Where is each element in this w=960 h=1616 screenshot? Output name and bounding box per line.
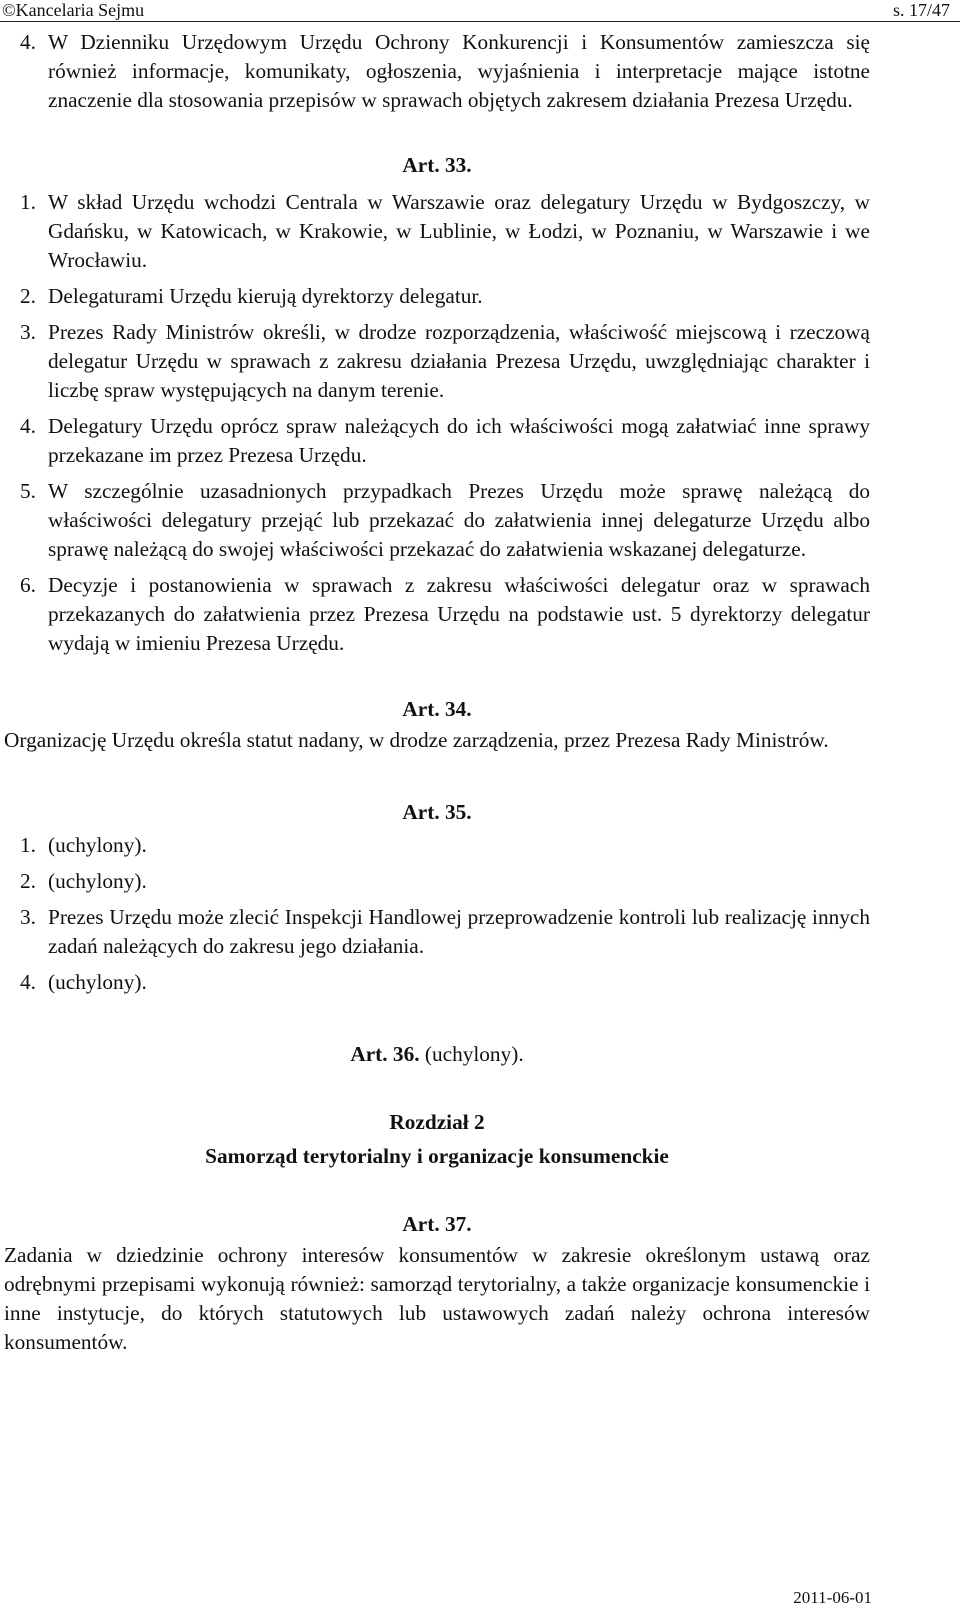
paragraph-number: 4. — [20, 414, 36, 438]
art33-title: Art. 33. — [402, 153, 472, 177]
art34-text: Organizację Urzędu określa statut nadany, w drodze zarządzenia, przez Prezesa Rady Ministrów. — [4, 728, 829, 752]
header-source: ©Kancelaria Sejmu — [2, 0, 145, 20]
art33-paragraph-5 — [4, 477, 870, 564]
art33-paragraph-4 — [4, 412, 870, 470]
art37-title: Art. 37. — [402, 1212, 472, 1236]
art36-text: (uchylony). — [424, 1042, 524, 1066]
art33-paragraph-6 — [4, 571, 870, 658]
header-page-number: s. 17/47 — [892, 0, 950, 20]
paragraph-text: W szczególnie uzasadnionych przypadkach Prezes Urzędu może sprawę należącą do właściwości delegatury przejąć lub przekazać do załatwienia innej delegaturze Urzędu albo sprawę należącą do swojej właściwości przekazać do załatwienia wskazanej delegaturze. — [48, 479, 870, 561]
art35-paragraph-3 — [4, 903, 870, 961]
paragraph-text: Delegatury Urzędu oprócz spraw należących do ich właściwości mogą załatwiać inne sprawy przekazane im przez Prezesa Urzędu. — [48, 414, 870, 467]
art37-text: Zadania w dziedzinie ochrony interesów konsumentów w zakresie określonym ustawą oraz odrębnymi przepisami wykonują również: samorząd terytorialny, a także organizacje konsumenckie i inne instytucje, do których statutowych lub ustawowych zadań należy ochrona interesów konsumentów. — [4, 1243, 870, 1354]
paragraph-number: 2. — [20, 284, 36, 308]
paragraph-number: 1. — [20, 833, 36, 857]
art33-paragraph-1 — [4, 188, 870, 275]
art35-title: Art. 35. — [402, 800, 472, 824]
paragraph-text: Prezes Urzędu może zlecić Inspekcji Handlowej przeprowadzenie kontroli lub realizację innych zadań należących do zakresu jego działania. — [48, 905, 870, 958]
paragraph-number: 4. — [20, 30, 36, 54]
paragraph-text: Delegaturami Urzędu kierują dyrektorzy delegatur. — [48, 284, 483, 308]
art36-title: Art. 36. — [350, 1042, 420, 1066]
paragraph-number: 5. — [20, 479, 36, 503]
chapter-title: Samorząd terytorialny i organizacje konsumenckie — [205, 1144, 669, 1168]
paragraph-number: 3. — [20, 320, 36, 344]
paragraph-text: Decyzje i postanowienia w sprawach z zakresu właściwości delegatur oraz w sprawach przekazanych do załatwienia przez Prezesa Urzędu na podstawie ust. 5 dyrektorzy delegatur wydają w imieniu Prezesa Urzędu. — [48, 573, 870, 655]
paragraph-number: 4. — [20, 970, 36, 994]
art35-paragraph-1 — [4, 831, 870, 860]
footer-date: 2011-06-01 — [793, 1588, 872, 1607]
paragraph-number: 3. — [20, 905, 36, 929]
chapter-number: Rozdział 2 — [389, 1110, 485, 1134]
paragraph-text: (uchylony). — [48, 869, 147, 893]
art35-paragraph-2 — [4, 867, 870, 896]
art35-paragraph-4 — [4, 968, 870, 997]
header-rule — [0, 21, 960, 22]
paragraph-text: Prezes Rady Ministrów określi, w drodze rozporządzenia, właściwość miejscową i rzeczową delegatur Urzędu w sprawach z zakresu działania Prezesa Urzędu, uwzględniając charakter i liczbę spraw występujących na danym terenie. — [48, 320, 870, 402]
art34-title: Art. 34. — [402, 697, 472, 721]
paragraph-number: 2. — [20, 869, 36, 893]
document-body — [4, 28, 870, 1357]
art33-paragraph-3 — [4, 318, 870, 405]
art33-paragraph-2 — [4, 282, 870, 311]
paragraph-text: W skład Urzędu wchodzi Centrala w Warszawie oraz delegatury Urzędu w Bydgoszczy, w Gdańsku, w Katowicach, w Krakowie, w Lublinie, w Łodzi, w Poznaniu, w Warszawie i we Wrocławiu. — [48, 190, 870, 272]
paragraph-number: 1. — [20, 190, 36, 214]
paragraph-text: (uchylony). — [48, 833, 147, 857]
paragraph-text: (uchylony). — [48, 970, 147, 994]
art32-paragraph-4 — [4, 28, 870, 115]
art36-heading — [4, 1037, 870, 1071]
paragraph-number: 6. — [20, 573, 36, 597]
paragraph-text: W Dzienniku Urzędowym Urzędu Ochrony Konkurencji i Konsumentów zamieszcza się również informacje, komunikaty, ogłoszenia, wyjaśnienia i interpretacje mające istotne znaczenie dla stosowania przepisów w sprawach objętych zakresem działania Prezesa Urzędu. — [48, 30, 870, 112]
